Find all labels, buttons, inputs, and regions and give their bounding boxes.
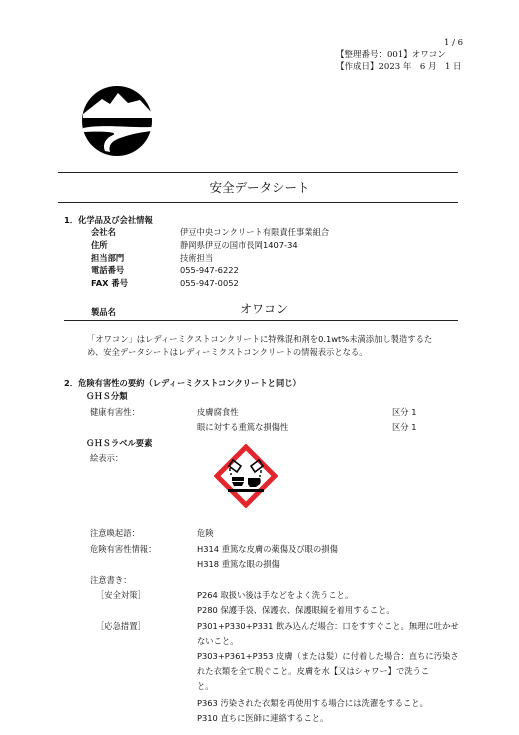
precaution-p303-line-3: と。 bbox=[197, 681, 214, 691]
product-name-value: オワコン bbox=[240, 302, 289, 316]
created-date: 【作成日】2023 年 6 月 1 日 bbox=[336, 62, 462, 72]
product-name-label: 製品名 bbox=[91, 307, 116, 317]
section1-heading: 1．化学品及び会社情報 bbox=[64, 215, 153, 225]
document-title: 安全データシート bbox=[209, 180, 310, 195]
description-line-1: 「オワコン」はレディーミクストコンクリートに特殊混和剤を0.1wt%未満添加し製造するた bbox=[87, 334, 433, 344]
hazard-statement-label: 危険有害性情報： bbox=[90, 544, 157, 554]
hazard-statement-h314: H314 重篤な皮膚の薬傷及び眼の損傷 bbox=[197, 544, 338, 554]
phone-value: 055-947-6222 bbox=[180, 265, 239, 275]
ghs-label-heading: ＧＨＳラベル要素 bbox=[86, 438, 153, 448]
hazard-eye-damage: 眼に対する重篤な損傷性 bbox=[197, 422, 289, 432]
fax-value: 055-947-0052 bbox=[180, 278, 239, 288]
fax-label: FAX 番号 bbox=[91, 278, 129, 288]
company-logo bbox=[80, 84, 154, 158]
phone-label: 電話番号 bbox=[91, 265, 125, 275]
department-label: 担当部門 bbox=[91, 253, 125, 263]
reference-number: 【整理番号：001】オワコン bbox=[336, 50, 446, 60]
ghs05-corrosion-icon bbox=[214, 444, 278, 508]
precaution-p301-line-2: ないこと。 bbox=[197, 636, 239, 646]
product-rule bbox=[64, 320, 458, 321]
hazard-statement-h318: H318 重篤な眼の損傷 bbox=[197, 559, 280, 569]
precaution-p301-line-1: P301+P330+P331 飲み込んだ場合：口をすすぐこと。無理に吐かせ bbox=[197, 621, 459, 631]
company-name-label: 会社名 bbox=[91, 227, 116, 237]
signal-word-value: 危険 bbox=[197, 528, 214, 538]
address-label: 住所 bbox=[91, 240, 108, 250]
precaution-p303-line-1: P303+P361+P353 皮膚（または髪）に付着した場合：直ちに汚染さ bbox=[197, 651, 459, 661]
precaution-p363: P363 汚染された衣類を再使用する場合には洗濯をすること。 bbox=[197, 698, 428, 708]
signal-word-label: 注意喚起語： bbox=[90, 528, 140, 538]
title-bottom-rule bbox=[58, 202, 458, 203]
title-top-rule bbox=[58, 172, 458, 173]
section2-heading: 2．危険有害性の要約（レディーミクストコンクリートと同じ） bbox=[64, 378, 301, 388]
address-value: 静岡県伊豆の国市長岡1407-34 bbox=[180, 240, 298, 250]
precaution-label: 注意書き： bbox=[90, 575, 132, 585]
department-value: 技術担当 bbox=[180, 253, 214, 263]
description-line-2: め、安全データシートはレディーミクストコンクリートの情報表示となる。 bbox=[87, 347, 368, 357]
page-number: 1 / 6 bbox=[444, 38, 464, 48]
pictogram-label: 絵表示： bbox=[90, 453, 124, 463]
health-hazard-label: 健康有害性： bbox=[90, 407, 140, 417]
hazard-eye-class: 区分 1 bbox=[392, 422, 417, 432]
precaution-p303-line-2: れた衣類を全て脱ぐこと。皮膚を水【又はシャワー】で洗うこ bbox=[197, 666, 430, 676]
first-aid-label: ［応急措置］ bbox=[96, 621, 146, 631]
precaution-p280: P280 保護手袋、保護衣、保護眼鏡を着用すること。 bbox=[197, 605, 395, 615]
ghs-classification-heading: ＧＨＳ分類 bbox=[86, 391, 128, 401]
hazard-skin-corrosion: 皮膚腐食性 bbox=[197, 407, 239, 417]
safety-measures-label: ［安全対策］ bbox=[96, 590, 146, 600]
precaution-p264: P264 取扱い後は手などをよく洗うこと。 bbox=[197, 590, 354, 600]
company-name-value: 伊豆中央コンクリート有限責任事業組合 bbox=[180, 227, 330, 237]
hazard-skin-class: 区分 1 bbox=[392, 407, 417, 417]
precaution-p310: P310 直ちに医師に連絡すること。 bbox=[197, 713, 329, 723]
